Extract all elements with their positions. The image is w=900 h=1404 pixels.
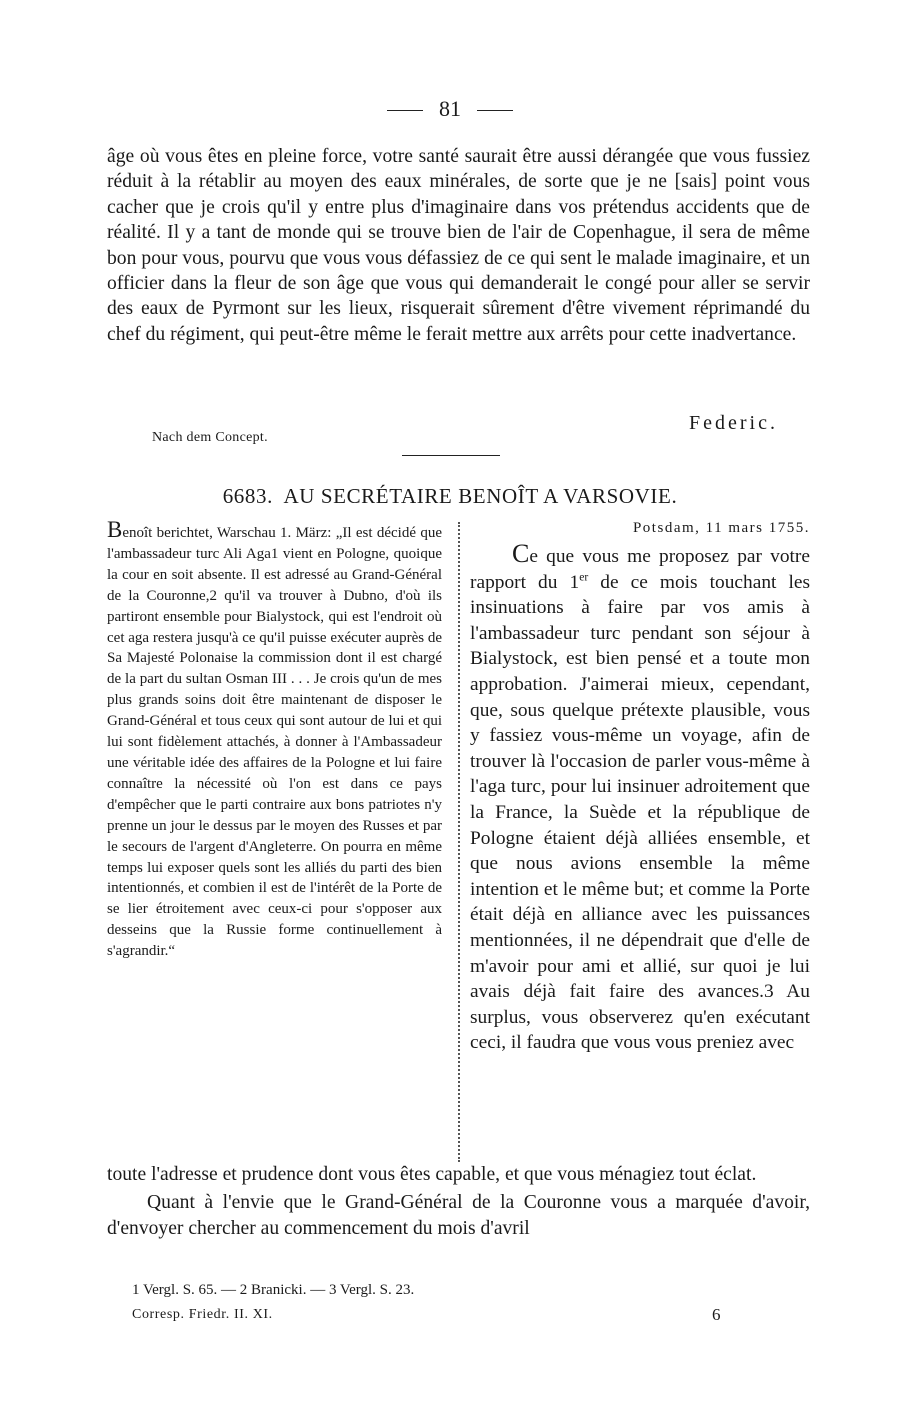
signature: Federic. (689, 412, 778, 434)
reply-column (470, 515, 810, 1056)
column-divider (458, 522, 460, 1162)
reply-body-start: e que vous me proposez par votre rapport du 1 (470, 546, 810, 593)
footer-source: Corresp. Friedr. II. XI. (132, 1307, 273, 1322)
reply-superscript: er (579, 570, 589, 584)
section-divider (402, 455, 500, 456)
section-number: 6683. (222, 484, 273, 508)
footnotes: 1 Vergl. S. 65. — 2 Branicki. — 3 Vergl. S. 23. (132, 1282, 415, 1298)
letter-continuation (107, 144, 810, 347)
reply-dropcap: C (512, 539, 530, 568)
footer-sheet-number: 6 (712, 1305, 721, 1324)
report-text (107, 517, 442, 962)
page-number (0, 96, 900, 122)
report-body: enoît berichtet, Warschau 1. März: „Il est décidé que l'ambassadeur turc Ali Aga1 vient en Pologne, quoique la cour en soit absente. Il est adressé au Grand-Général de la Couronne,2 qu'il va trouver à Dubno, d'où ils partiront ensemble pour Bialystock, qui est l'endroit où cet aga restera jusqu'à ce qu'il puisse exécuter auprès de Sa Majesté Polonaise la commission dont il est chargé de la part du sultan Osman III . . . Je crois qu'un de mes plus grands soins doit être maintenant de disposer le Grand-Général et tous ceux qui sont autour de lui et qui lui sont fidèlement attachés, à donner à l'Ambassadeur une véritable idée des affaires de la Pologne et lui faire connaître la nécessité où l'on est dans ce pays d'empêcher que le parti contraire aux bons patriotes n'y prenne un jour le dessus par le moyen des Russes et par le secours de l'argent d'Angleterre. On pourra en même temps lui exposer quels sont les alliés du parti des bien intentionnés, et combien il est de l'intérêt de la Porte de se lier étroitement avec ceux-ci pour s'opposer aux desseins que la Russie forme continuellement à s'agrandir.“ (107, 525, 442, 960)
page-number-value: 81 (439, 96, 461, 121)
concept-note: Nach dem Concept. (152, 430, 268, 445)
report-dropcap: B (107, 517, 123, 542)
letter-continuation-text: âge où vous êtes en pleine force, votre santé saurait être aussi dérangée que vous fussiez réduit à la rétablir au moyen des eaux minérales, de sorte que je ne [sais] point vous cacher que je crois qu'il y entre plus d'imaginaire dans vos prétendus accidents que de réalité. Il y a tant de monde qui se trouve bien de l'air de Copenhague, il sera de même bon pour vous, pourvu que vous vous défassiez de ce qui sent le malade imaginaire, et un officier dans la fleur de son âge que vous qui demanderait le congé pour aller se servir des eaux de Pyrmont sur les lieux, risquerait sûrement d'être vivement réprimandé du chef du régiment, qui peut-être même le ferait mettre aux arrêts pour cette inadvertance. (107, 146, 810, 345)
dateline: Potsdam, 11 mars 1755. (632, 520, 810, 536)
section-heading (0, 484, 900, 509)
reply-body: de ce mois touchant les insinuations à faire par vos amis à l'ambassadeur turc pendant son séjour à Bialystock, est bien pensé et a toute mon approbation. J'aimerai mieux, cependant, que, sous quelque prétexte plausible, vous y fassiez vous-même un voyage, afin de trouver là l'occasion de parler vous-même à l'aga turc, pour lui insinuer adroitement que la France, la Suède et la république de Pologne étaient déjà alliées ensemble, et que nous avions ensemble la même intention et le même but; et comme la Porte était déjà en alliance avec les puissances mentionnées, il ne dépendrait que d'elle de m'avoir pour ami et allié, sur quoi je lui avais déjà fait faire des avances.3 Au surplus, vous observerez qu'en exécutant ceci, il faudra que vous vous preniez avec (470, 571, 810, 1054)
reply-continuation-text: toute l'adresse et prudence dont vous êtes capable, et que vous ménagiez tout éclat. (107, 1164, 757, 1185)
page-number-dash-right (477, 110, 513, 111)
section-title: AU SECRÉTAIRE BENOÎT A VARSOVIE. (283, 484, 678, 508)
reply-continuation (107, 1162, 810, 1241)
reply-text (470, 541, 810, 1056)
report-summary-column (107, 517, 442, 962)
reply-next-paragraph: Quant à l'envie que le Grand-Général de la Couronne vous a marquée d'avoir, d'envoyer chercher au commencement du mois d'avril (107, 1192, 810, 1239)
page-number-dash-left (387, 110, 423, 111)
